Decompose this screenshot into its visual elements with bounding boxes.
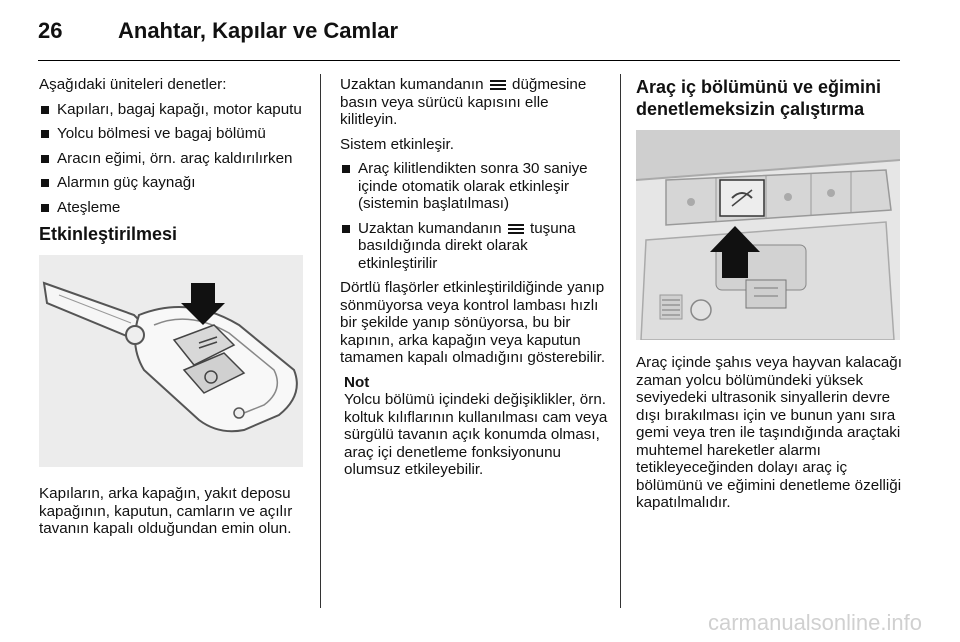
activation-list xyxy=(340,160,610,272)
header-divider xyxy=(38,60,900,61)
bullet-icon xyxy=(41,155,49,163)
page-title: Anahtar, Kapılar ve Camlar xyxy=(118,18,399,43)
note-label: Not xyxy=(344,373,370,391)
section-paragraph: Araç içinde şahıs veya hayvan kalacağı zaman yolcu bölümündeki yüksek seviyedeki ultrasonik sinyallerin devre dışı bırakılması için ve bunun yanı sıra gemi veya tren ile taşındığında araçtaki muhtemel hareketler alarmı tetikleyeceğinden dolayı araç iç bölümünü ve eğimini denetleme özelliği kapatılmalıdır. xyxy=(636,354,902,511)
list-item: Araç kilitlendikten sonra 30 saniye içinde otomatik olarak etkinleşir (sistemin başlatılması) xyxy=(340,160,610,213)
controlled-units-list xyxy=(39,101,309,217)
list-item: Kapıları, bagaj kapağı, motor kaputu xyxy=(39,101,309,119)
bullet-icon xyxy=(41,179,49,187)
note-block xyxy=(344,374,610,479)
page-number: 26 xyxy=(38,18,63,43)
intro-text: Aşağıdaki üniteleri denetler: xyxy=(39,76,227,93)
press-button-text: Uzaktan kumandanın düğmesine basın veya sürücü kapısını elle kilitleyin. xyxy=(340,76,587,128)
check-closed-text: Kapıların, arka kapağın, yakıt deposu kapağının, kaputun, camların ve açılır tavanın kapalı olduğundan emin olun. xyxy=(39,485,293,537)
column-divider-2 xyxy=(620,74,621,608)
note-text: Yolcu bölümü içindeki değişiklikler, örn. koltuk kılıflarının kullanılması cam veya sürgülü tavanın açık konumda olması, araç içi denetleme fonksiyonunu olumsuz etkileyebilir. xyxy=(344,391,608,478)
bullet-icon xyxy=(342,165,350,173)
bullet-icon xyxy=(342,225,350,233)
column-1 xyxy=(39,76,309,545)
list-item: Uzaktan kumandanın tuşuna basıldığında direkt olarak etkinleştirilir xyxy=(340,220,610,273)
section-heading: Araç iç bölümünü ve eğimini denetlemeksizin çalıştırma xyxy=(636,77,882,119)
bullet-icon xyxy=(41,204,49,212)
list-item: Ateşleme xyxy=(39,199,309,217)
column-3 xyxy=(636,76,904,519)
roof-console-illustration xyxy=(636,130,900,340)
bullet-icon xyxy=(41,130,49,138)
bullet-icon xyxy=(41,106,49,114)
lock-button-icon xyxy=(508,224,524,233)
system-activates-text: Sistem etkinleşir. xyxy=(340,135,454,153)
key-fob-illustration xyxy=(39,255,303,467)
column-divider-1 xyxy=(320,74,321,608)
hazard-warning-text: Dörtlü flaşörler etkinleştirildiğinde yanıp sönmüyorsa veya kontrol lambası hızlı bir şekilde yanıp sönüyorsa, bu bir kapının, arka kapağın veya kaputun tamamen kapalı olmadığını gösterebilir. xyxy=(340,279,606,366)
list-item: Yolcu bölmesi ve bagaj bölümü xyxy=(39,125,309,143)
list-item: Alarmın güç kaynağı xyxy=(39,174,309,192)
list-item: Aracın eğimi, örn. araç kaldırılırken xyxy=(39,150,309,168)
column-2 xyxy=(340,76,610,479)
lock-button-icon xyxy=(490,80,506,89)
activation-heading: Etkinleştirilmesi xyxy=(39,224,178,244)
watermark: carmanualsonline.info xyxy=(707,610,922,635)
